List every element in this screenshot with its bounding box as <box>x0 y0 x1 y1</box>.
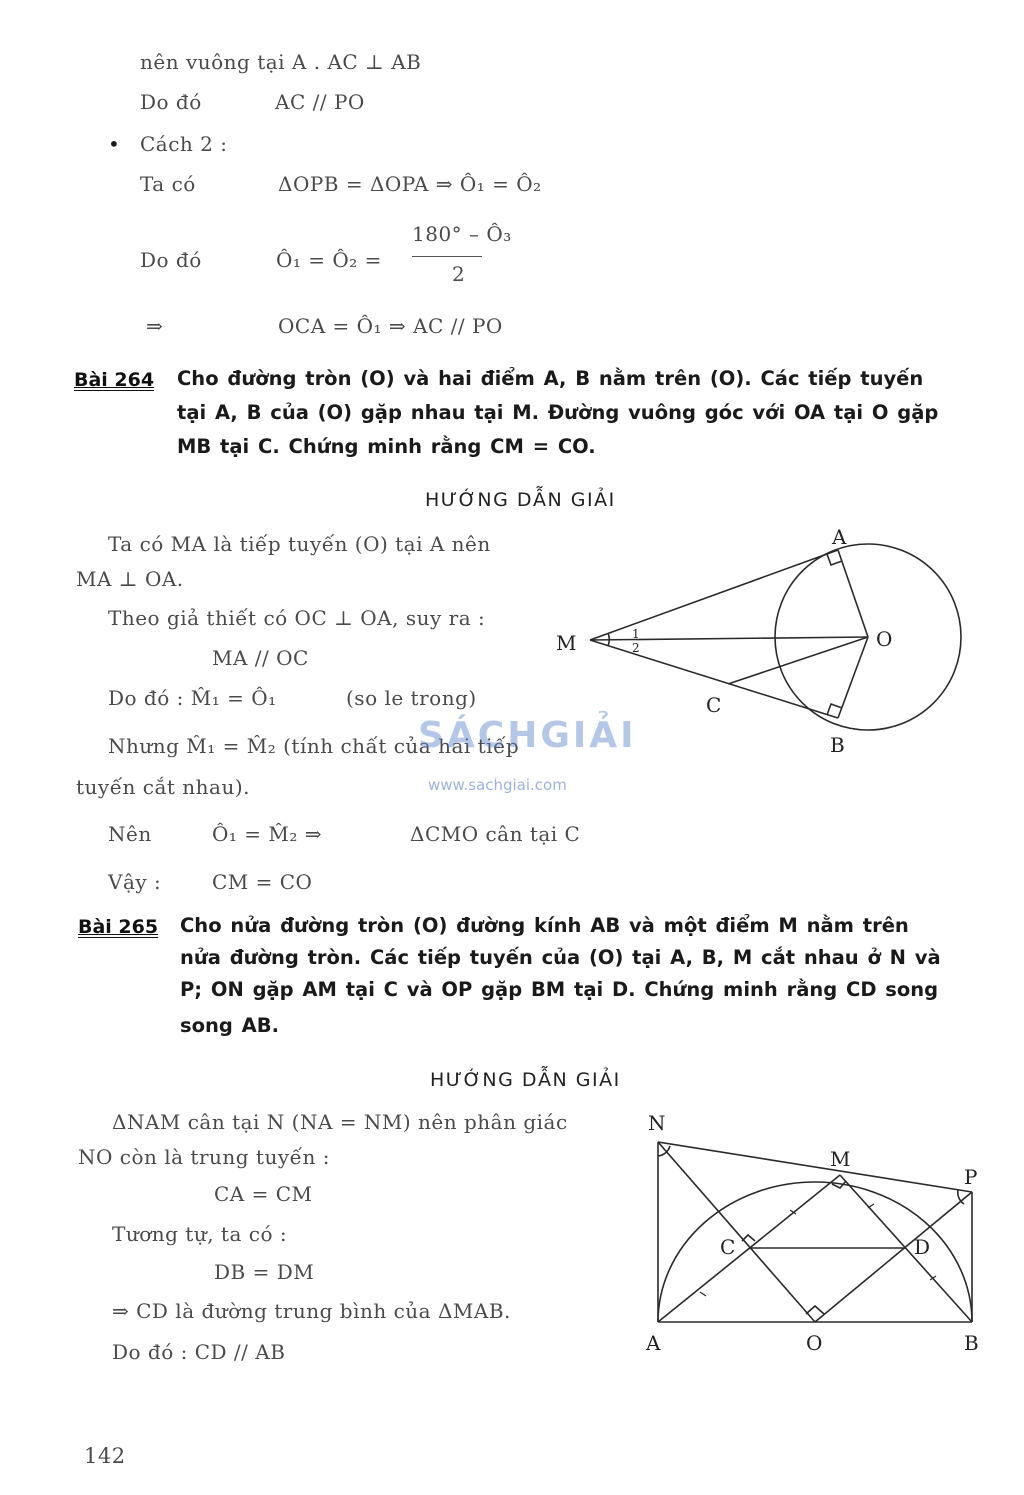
bai-264-sol-4: MA // OC <box>212 646 309 670</box>
top-line-6-arrow: ⇒ <box>146 314 164 338</box>
top-line-1: nên vuông tại A . AC ⊥ AB <box>140 50 422 74</box>
tick-mark <box>700 1292 706 1296</box>
angle-arc-p <box>958 1190 964 1204</box>
tangent-ma <box>590 550 838 640</box>
top-line-5-denominator: 2 <box>452 262 466 286</box>
bai-264-sol-9-label: Vậy : <box>108 870 162 894</box>
watermark-brand: SÁCHGIẢI <box>418 715 637 756</box>
bai-264-sol-8-tail: ΔCMO cân tại C <box>410 822 581 846</box>
label-a: A <box>832 525 847 549</box>
label-p: P <box>964 1165 978 1189</box>
right-angle-o <box>806 1306 824 1314</box>
bai-264-sol-5b: (so le trong) <box>346 686 477 710</box>
bai-264-sol-6: Nhưng M̂₁ = M̂₂ (tính chất của hai tiếp <box>108 734 520 758</box>
top-line-5-lhs: Ô₁ = Ô₂ = <box>276 248 382 272</box>
label-angle-1: 1 <box>632 627 640 641</box>
bai-264-line-3: MB tại C. Chứng minh rằng CM = CO. <box>177 435 596 458</box>
label-c: C <box>706 693 722 717</box>
segment-po <box>815 1192 972 1322</box>
label-m: M <box>556 631 577 655</box>
bai-264-label: Bài 264 <box>74 369 155 391</box>
bai-265-sol-4: Tương tự, ta có : <box>112 1222 288 1246</box>
label-b: B <box>964 1331 979 1355</box>
segment-oc <box>728 637 868 684</box>
bai-265-line-2: nửa đường tròn. Các tiếp tuyến của (O) tại A, B, M cắt nhau ở N và <box>180 946 941 969</box>
bai-265-line-1: Cho nửa đường tròn (O) đường kính AB và một điểm M nằm trên <box>180 914 909 937</box>
bai-264-line-1: Cho đường tròn (O) và hai điểm A, B nằm trên (O). Các tiếp tuyến <box>177 367 924 390</box>
top-line-4-math: ΔOPB = ΔOPA ⇒ Ô₁ = Ô₂ <box>278 172 542 196</box>
bai-264-sol-7: tuyến cắt nhau). <box>76 775 251 799</box>
bai-265-line-4: song AB. <box>180 1014 279 1037</box>
label-o: O <box>806 1331 823 1355</box>
bai-264-sol-2: MA ⊥ OA. <box>76 567 184 591</box>
radius-oa <box>838 550 868 637</box>
bai-264-sol-5: Do đó : M̂₁ = Ô₁ <box>108 686 277 710</box>
top-line-2-math: AC // PO <box>275 90 365 114</box>
bai-265-heading: HƯỚNG DẪN GIẢI <box>430 1069 621 1091</box>
bai-265-line-3: P; ON gặp AM tại C và OP gặp BM tại D. Chứng minh rằng CD song <box>180 978 939 1001</box>
bai-265-sol-5: DB = DM <box>214 1260 315 1284</box>
bai-265-sol-6: ⇒ CD là đường trung bình của ΔMAB. <box>112 1299 511 1323</box>
label-d: D <box>914 1235 931 1259</box>
bai-265-sol-7: Do đó : CD // AB <box>112 1340 286 1364</box>
bai-264-sol-8-math: Ô₁ = M̂₂ ⇒ <box>212 822 322 846</box>
top-line-2-label: Do đó <box>140 90 202 114</box>
label-angle-2: 2 <box>632 641 640 655</box>
watermark-url: www.sachgiai.com <box>428 776 567 794</box>
label-b: B <box>830 733 845 757</box>
bai-264-heading: HƯỚNG DẪN GIẢI <box>425 489 616 511</box>
bai-265-sol-2: NO còn là trung tuyến : <box>78 1145 330 1169</box>
label-n: N <box>648 1111 666 1135</box>
page-number: 142 <box>84 1444 126 1468</box>
bai-264-sol-8-label: Nên <box>108 822 152 846</box>
radius-ob <box>838 637 868 718</box>
bai-265-label: Bài 265 <box>78 916 159 938</box>
right-angle-m <box>832 1181 846 1188</box>
label-o: O <box>876 627 893 651</box>
bai-265-figure <box>630 1100 1000 1360</box>
method-2-label: Cách 2 : <box>140 132 228 156</box>
bai-265-sol-1: ΔNAM cân tại N (NA = NM) nên phân giác <box>112 1110 568 1134</box>
bai-264-sol-9-math: CM = CO <box>212 870 313 894</box>
tangent-at-m <box>658 1142 972 1192</box>
right-angle-c <box>742 1235 755 1241</box>
bai-265-sol-3: CA = CM <box>214 1182 313 1206</box>
segment-no <box>658 1142 815 1322</box>
label-a: A <box>646 1331 661 1355</box>
bullet-icon: • <box>108 132 121 156</box>
top-line-5-label: Do đó <box>140 248 202 272</box>
bai-264-line-2: tại A, B của (O) gặp nhau tại M. Đường vuông góc với OA tại O gặp <box>177 401 939 424</box>
top-line-5-numerator: 180° – Ô₃ <box>412 222 512 246</box>
bai-264-sol-3: Theo giả thiết có OC ⊥ OA, suy ra : <box>108 606 486 630</box>
bai-264-sol-1: Ta có MA là tiếp tuyến (O) tại A nên <box>108 532 491 556</box>
fraction-bar <box>412 256 482 257</box>
top-line-6-math: OCA = Ô₁ ⇒ AC // PO <box>278 314 503 338</box>
top-line-4-label: Ta có <box>140 172 196 196</box>
label-c: C <box>720 1235 736 1259</box>
label-m: M <box>830 1147 851 1171</box>
